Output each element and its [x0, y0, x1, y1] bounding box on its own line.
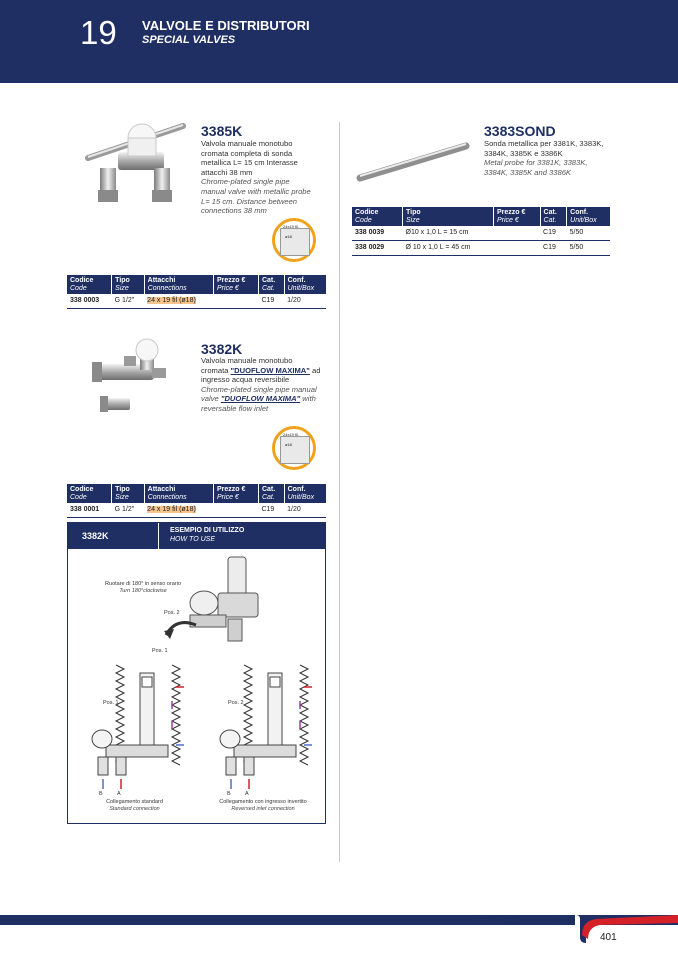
pos2-label: Pos. 2 [228, 700, 244, 706]
product-title-3383sond: 3383SOND [484, 123, 556, 139]
thread-badge-3385k [272, 218, 316, 262]
desc-it-3385k: Valvola manuale monotubo cromata completa di sonda metallica L= 15 cm Interasse attacchi 38 mm [201, 139, 298, 177]
usage-title: ESEMPIO DI UTILIZZO [170, 527, 245, 534]
usage-divider [158, 523, 159, 549]
label-a-right: A [245, 791, 249, 797]
chapter-subtitle: SPECIAL VALVES [142, 34, 236, 46]
usage-example-box [67, 522, 326, 824]
badge-label-top: 24x19 fil. [283, 224, 300, 229]
product-desc-3385k [201, 139, 311, 216]
product-desc-3383sond [484, 139, 606, 177]
product-desc-3382k [201, 356, 321, 414]
table-row: 338 0001 G 1/2" 24 x 19 fil (ø18) C19 1/20 [67, 503, 326, 518]
chapter-number: 19 [80, 14, 117, 51]
rotation-diagram [156, 553, 266, 653]
standard-connection-diagram [76, 663, 194, 791]
thread-badge-3382k [272, 426, 316, 470]
usage-code: 3382K [82, 531, 109, 541]
desc-it-3382k: Valvola manuale monotubo cromata "DUOFLOW MAXIMA" ad ingresso acqua reversibile [201, 356, 321, 385]
spec-table-3382k [67, 484, 326, 518]
page-header [0, 0, 678, 83]
table-header: Codice Code Tipo Size Prezzo € Price € Cat. Cat. Conf. Unit/Box [352, 207, 610, 226]
label-b-right: B [227, 791, 231, 797]
column-divider [339, 122, 340, 862]
thread-drawing-icon [280, 228, 310, 256]
usage-header [68, 523, 325, 549]
product-title-3385k: 3385K [201, 123, 243, 139]
label-b-left: B [99, 791, 103, 797]
usage-subtitle: HOW TO USE [170, 536, 215, 543]
chapter-title: VALVOLE E DISTRIBUTORI [142, 18, 310, 33]
desc-en-3382k: Chrome-plated single pipe manual valve "DUOFLOW MAXIMA" with reversable flow inlet [201, 384, 317, 413]
footer-swoosh [556, 911, 678, 947]
valve-3385k-image [78, 118, 190, 208]
reversed-connection-caption: Collegamento con ingresso invertito Reversed inlet connection [219, 799, 307, 812]
desc-it-3383sond: Sonda metallica per 3381K, 3383K, 3384K, 3385K e 3386K [484, 139, 604, 158]
product-title-3382k: 3382K [201, 341, 243, 357]
table-header: Codice Code Tipo Size Attacchi Connections Prezzo € Price € Cat. Cat. Conf. Unit/Box [67, 484, 326, 503]
spec-table-3383sond [352, 207, 610, 256]
pos1-label-top: Pos. 1 [152, 648, 168, 654]
spec-table-3385k [67, 275, 326, 309]
brand-logo: TIEMME [479, 912, 533, 927]
valve-3382k-image [90, 336, 190, 416]
badge-label-bottom: ø18 [285, 234, 292, 239]
table-row: 338 0039 Ø10 x 1,0 L = 15 cm C19 5/50 [352, 226, 610, 241]
desc-en-3385k: Chrome-plated single pipe manual valve with metallic probe L= 15 cm. Distance between connections 38 mm [201, 177, 311, 216]
table-header: Codice Code Tipo Size Attacchi Connections Prezzo € Price € Cat. Cat. Conf. Unit/Box [67, 275, 326, 294]
pos2-label-top: Pos. 2 [164, 610, 180, 616]
rotate-instruction: Ruotare di 180° in senso orario Turn 180°clockwise [105, 581, 181, 594]
label-a-left: A [117, 791, 121, 797]
badge-label-top: 24x19 fil. [283, 432, 300, 437]
page-number: 401 [600, 932, 617, 943]
probe-3383sond-image [352, 138, 474, 186]
table-row: 338 0029 Ø 10 x 1,0 L = 45 cm C19 5/50 [352, 241, 610, 256]
pos1-label: Pos. 1 [103, 700, 119, 706]
table-row: 338 0003 G 1/2" 24 x 19 fil (ø18) C19 1/20 [67, 294, 326, 309]
thread-drawing-icon [280, 436, 310, 464]
badge-label-bottom: ø18 [285, 442, 292, 447]
desc-en-3383sond: Metal probe for 3381K, 3383K, 3384K, 3385K and 3386K [484, 158, 588, 177]
standard-connection-caption: Collegamento standard Standard connection [106, 799, 163, 812]
reversed-connection-diagram [204, 663, 322, 791]
